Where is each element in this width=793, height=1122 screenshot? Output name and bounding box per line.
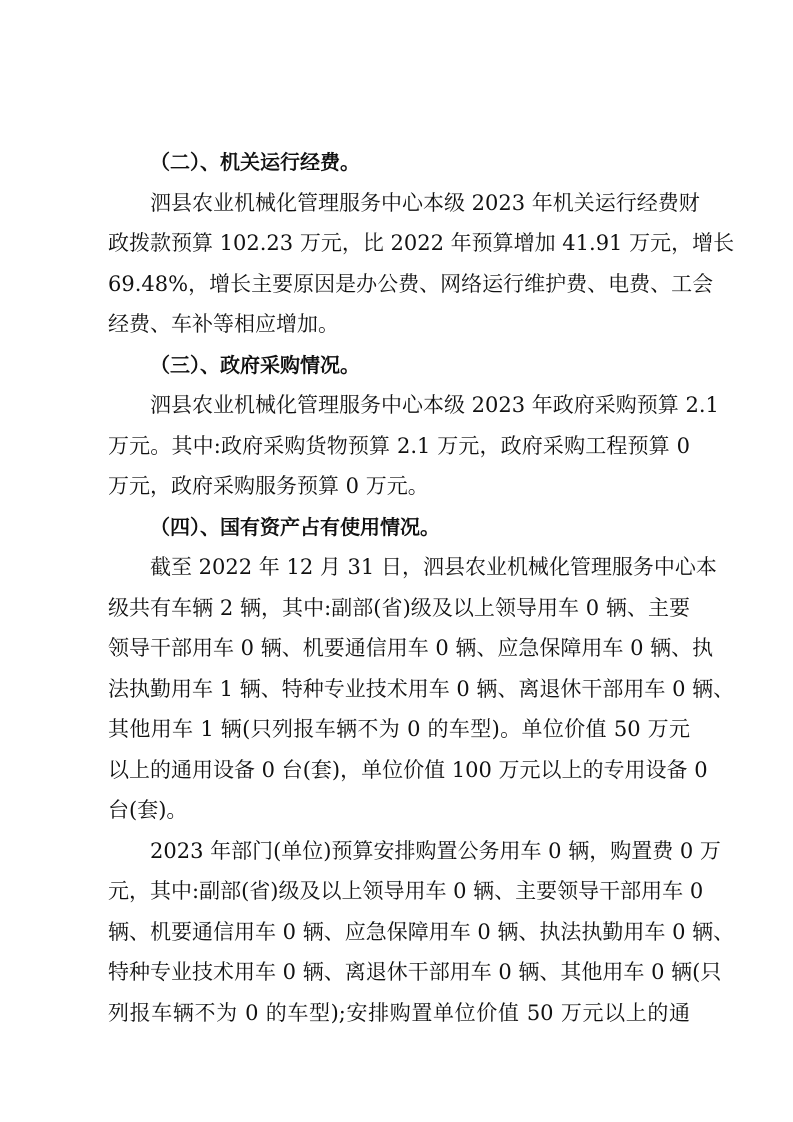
paragraph-line: 万元。其中:政府采购货物预算 2.1 万元，政府采购工程预算 0 <box>108 433 690 458</box>
section-heading-4: （四）、国有资产占有使用情况。 <box>150 514 440 539</box>
document-body <box>108 142 735 1033</box>
paragraph-line: 泗县农业机械化管理服务中心本级 2023 年机关运行经费财 <box>150 190 700 215</box>
paragraph-line: 以上的通用设备 0 台(套)，单位价值 100 万元以上的专用设备 0 <box>108 757 708 782</box>
section-heading-3: （三）、政府采购情况。 <box>150 352 360 377</box>
section-heading-2: （二）、机关运行经费。 <box>150 150 360 174</box>
paragraph-line: 级共有车辆 2 辆，其中:副部(省)级及以上领导用车 0 辆、主要 <box>108 595 690 620</box>
paragraph-line: 69.48%，增长主要原因是办公费、网络运行维护费、电费、工会 <box>108 271 714 296</box>
paragraph-line: 2023 年部门(单位)预算安排购置公务用车 0 辆，购置费 0 万 <box>150 838 721 863</box>
paragraph-line: 列报车辆不为 0 的车型);安排购置单位价值 50 万元以上的通 <box>108 1000 690 1025</box>
paragraph-line: 领导干部用车 0 辆、机要通信用车 0 辆、应急保障用车 0 辆、执 <box>108 636 714 660</box>
paragraph-line: 政拨款预算 102.23 万元，比 2022 年预算增加 41.91 万元，增长 <box>108 231 735 255</box>
paragraph-line: 法执勤用车 1 辆、特种专业技术用车 0 辆、离退休干部用车 0 辆、 <box>108 676 735 701</box>
paragraph-line: 截至 2022 年 12 月 31 日，泗县农业机械化管理服务中心本 <box>150 555 717 579</box>
paragraph-line: 万元，政府采购服务预算 0 万元。 <box>108 474 429 498</box>
paragraph-line: 泗县农业机械化管理服务中心本级 2023 年政府采购预算 2.1 <box>150 393 719 417</box>
paragraph-line: 辆、机要通信用车 0 辆、应急保障用车 0 辆、执法执勤用车 0 辆、 <box>108 919 735 944</box>
paragraph-line: 其他用车 1 辆(只列报车辆不为 0 的车型)。单位价值 50 万元 <box>108 717 690 741</box>
paragraph-line: 经费、车补等相应增加。 <box>108 312 339 336</box>
paragraph-line: 台(套)。 <box>108 798 188 822</box>
paragraph-line: 元，其中:副部(省)级及以上领导用车 0 辆、主要领导干部用车 0 <box>108 879 704 903</box>
paragraph-line: 特种专业技术用车 0 辆、离退休干部用车 0 辆、其他用车 0 辆(只 <box>108 960 722 984</box>
